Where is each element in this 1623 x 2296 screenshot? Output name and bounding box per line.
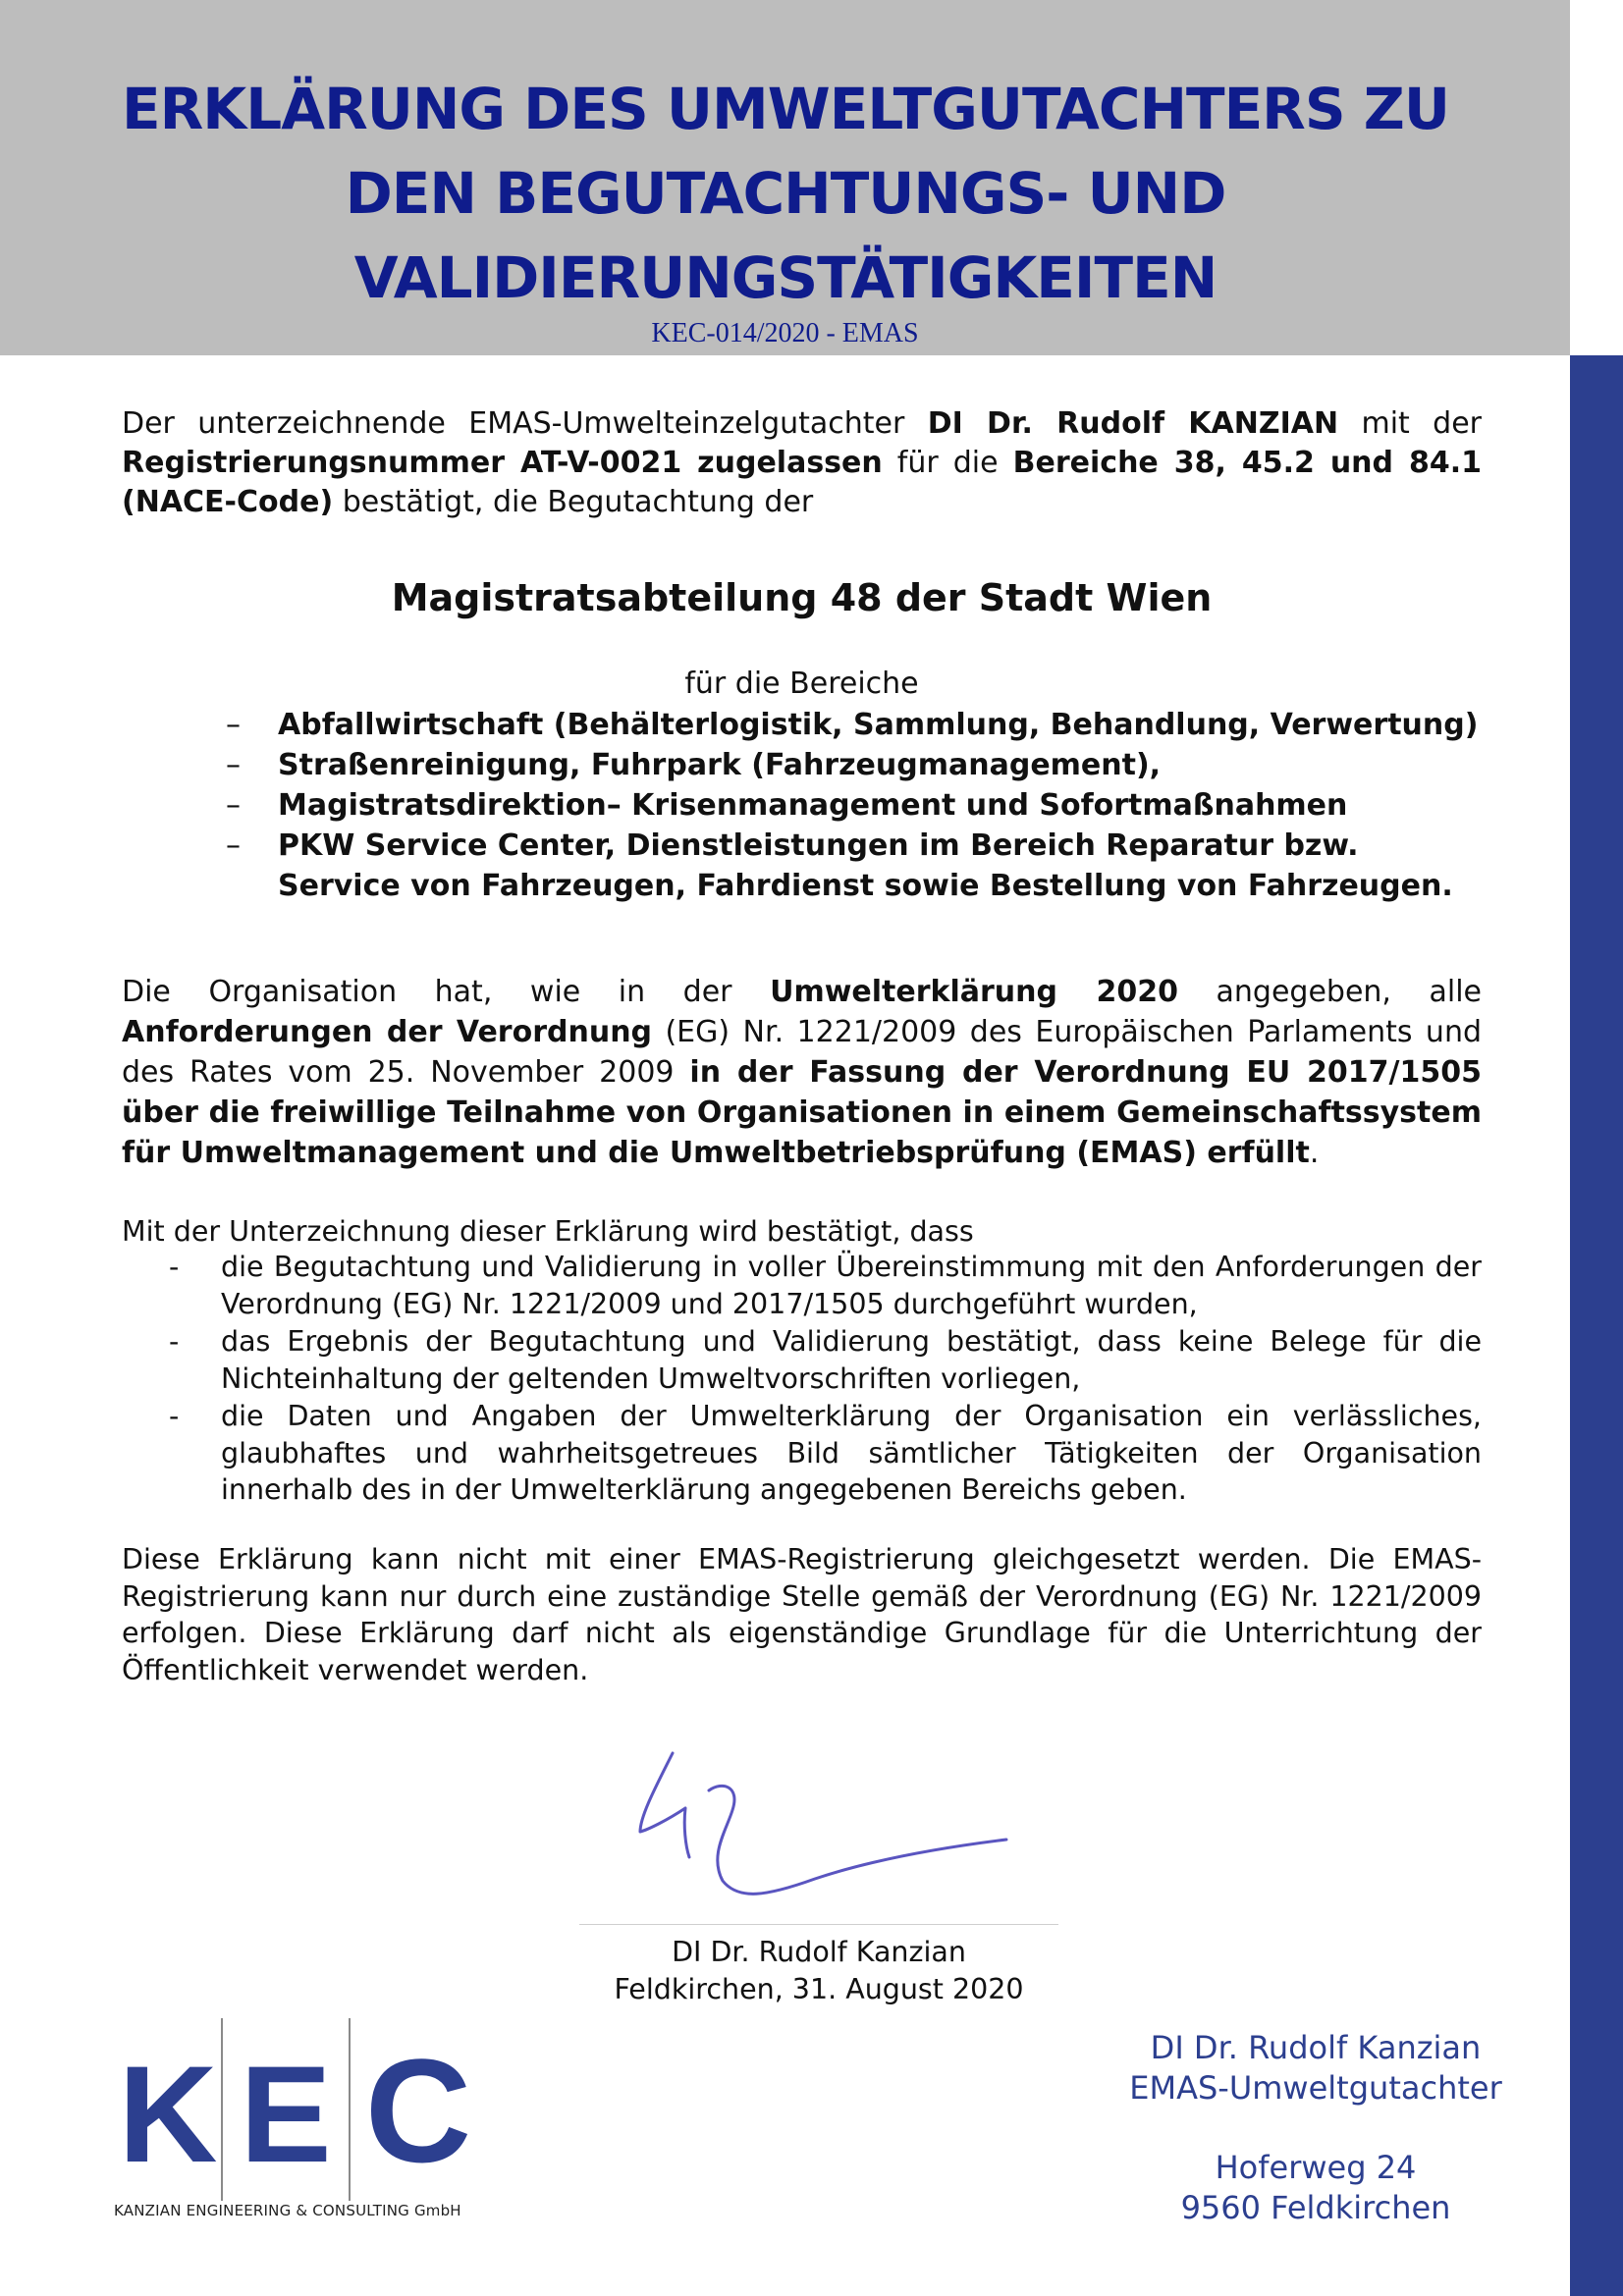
- contact-spacer: [1109, 2109, 1522, 2148]
- intro-text-2: mit der: [1338, 406, 1482, 441]
- list-dash: -: [169, 1325, 180, 1358]
- disclaimer-paragraph: Diese Erklärung kann nicht mit einer EMAS-Registrierung gleichgesetzt werden. Die EMAS-Registrierung kann nur durch eine zuständige Stelle gemäß der Verordnung (EG) Nr. 1221/2009 erfolgen. Diese Erklärung darf nicht als eigenständige Grundlage für die Unterrichtung der Öffentlichkeit verwendet werden.: [122, 1543, 1482, 1686]
- title-line-3: VALIDIERUNGSTÄTIGKEITEN: [353, 244, 1217, 311]
- contact-block: [1109, 2028, 1522, 2228]
- areas-intro: für die Bereiche: [684, 667, 919, 701]
- list-item: [226, 785, 1485, 826]
- list-item: [226, 826, 1485, 906]
- list-item: [226, 745, 1485, 785]
- contact-street: Hoferweg 24: [1215, 2149, 1417, 2186]
- organization-name: Magistratsabteilung 48 der Stadt Wien: [391, 576, 1213, 619]
- signature-place-date: Feldkirchen, 31. August 2020: [614, 1973, 1024, 2005]
- logo-letter-k: K: [118, 2037, 218, 2191]
- list-item: [226, 705, 1485, 745]
- list-dash: –: [226, 748, 241, 782]
- compliance-text-2: angegeben, alle: [1177, 975, 1483, 1009]
- compliance-text-1: Die Organisation hat, wie in der: [122, 975, 771, 1009]
- contact-name: DI Dr. Rudolf Kanzian: [1150, 2029, 1482, 2066]
- signature-scribble: [628, 1747, 1021, 1914]
- area-text: Abfallwirtschaft (Behälterlogistik, Sammlung, Behandlung, Verwertung): [278, 708, 1479, 742]
- title-line-2: DEN BEGUTACHTUNGS- UND: [345, 160, 1226, 227]
- signer-name: DI Dr. Rudolf Kanzian: [672, 1936, 966, 1968]
- logo-letter-c: C: [364, 2028, 472, 2193]
- intro-text-3: für die: [882, 446, 1013, 480]
- compliance-bold-3: in der Fassung der Verordnung EU 2017/1505 über die freiwillige Teilnahme von Organisationen in einem Gemeinschaftssystem für Umweltmanagement und die Umweltbetriebsprüfung (EMAS) erfüllt: [122, 1055, 1482, 1170]
- intro-text-4: bestätigt, die Begutachtung der: [333, 485, 814, 519]
- page-title: [59, 67, 1512, 320]
- intro-paragraph: [122, 404, 1482, 522]
- compliance-text-3: (EG) Nr. 1221/2009 des Europäischen Parlaments und des Rates vom 25. November 2009: [122, 1015, 1482, 1090]
- list-item: [169, 1398, 1482, 1509]
- contact-city: 9560 Feldkirchen: [1180, 2189, 1451, 2226]
- contact-role: EMAS-Umweltgutachter: [1129, 2069, 1502, 2107]
- list-item: [169, 1249, 1482, 1322]
- registration-number: Registrierungsnummer AT-V-0021 zugelassen: [122, 446, 883, 480]
- confirmation-text: die Begutachtung und Validierung in voller Übereinstimmung mit den Anforderungen der Verordnung (EG) Nr. 1221/2009 und 2017/1505 durchgeführt wurden,: [221, 1251, 1482, 1320]
- logo-letter-e: E: [240, 2037, 332, 2191]
- brand-sidebar-stripe: [1570, 355, 1623, 2296]
- area-text: PKW Service Center, Dienstleistungen im Bereich Reparatur bzw. Service von Fahrzeugen, Fahrdienst sowie Bestellung von Fahrzeugen.: [278, 828, 1453, 903]
- area-text: Magistratsdirektion– Krisenmanagement und Sofortmaßnahmen: [278, 788, 1348, 823]
- signature-block: [550, 1934, 1088, 2008]
- auditor-name: DI Dr. Rudolf KANZIAN: [927, 406, 1339, 441]
- intro-text-1: Der unterzeichnende EMAS-Umwelteinzelgutachter: [122, 406, 928, 441]
- list-dash: –: [226, 788, 241, 823]
- company-name: KANZIAN ENGINEERING & CONSULTING GmbH: [114, 2202, 461, 2219]
- list-dash: –: [226, 708, 241, 742]
- compliance-bold-2: Anforderungen der Verordnung: [122, 1015, 653, 1049]
- list-dash: –: [226, 828, 241, 863]
- list-dash: -: [169, 1400, 180, 1432]
- confirmation-text: das Ergebnis der Begutachtung und Validierung bestätigt, dass keine Belege für die Nichteinhaltung der geltenden Umweltvorschriften vorliegen,: [221, 1325, 1482, 1395]
- compliance-paragraph: [122, 972, 1482, 1173]
- confirmation-text: die Daten und Angaben der Umwelterklärung der Organisation ein verlässliches, glaubhaftes und wahrheitsgetreues Bild sämtlicher Tätigkeiten der Organisation innerhalb des in der Umwelterklärung angegebenen Bereichs geben.: [221, 1400, 1482, 1506]
- nace-areas: Bereiche 38, 45.2 und 84.1 (NACE-Code): [122, 446, 1482, 519]
- title-line-1: ERKLÄRUNG DES UMWELTGUTACHTERS ZU: [122, 76, 1449, 142]
- reference-number: KEC-014/2020 - EMAS: [651, 318, 919, 348]
- compliance-text-4: .: [1309, 1136, 1320, 1170]
- kec-logo: [114, 2016, 487, 2203]
- confirmation-intro: Mit der Unterzeichnung dieser Erklärung wird bestätigt, dass: [122, 1215, 974, 1248]
- areas-list: [226, 705, 1485, 906]
- list-dash: -: [169, 1251, 180, 1283]
- area-text: Straßenreinigung, Fuhrpark (Fahrzeugmanagement),: [278, 748, 1162, 782]
- compliance-bold-1: Umwelterklärung 2020: [770, 975, 1178, 1009]
- confirmation-list: [169, 1249, 1482, 1510]
- list-item: [169, 1323, 1482, 1397]
- signature-line: [579, 1924, 1058, 1925]
